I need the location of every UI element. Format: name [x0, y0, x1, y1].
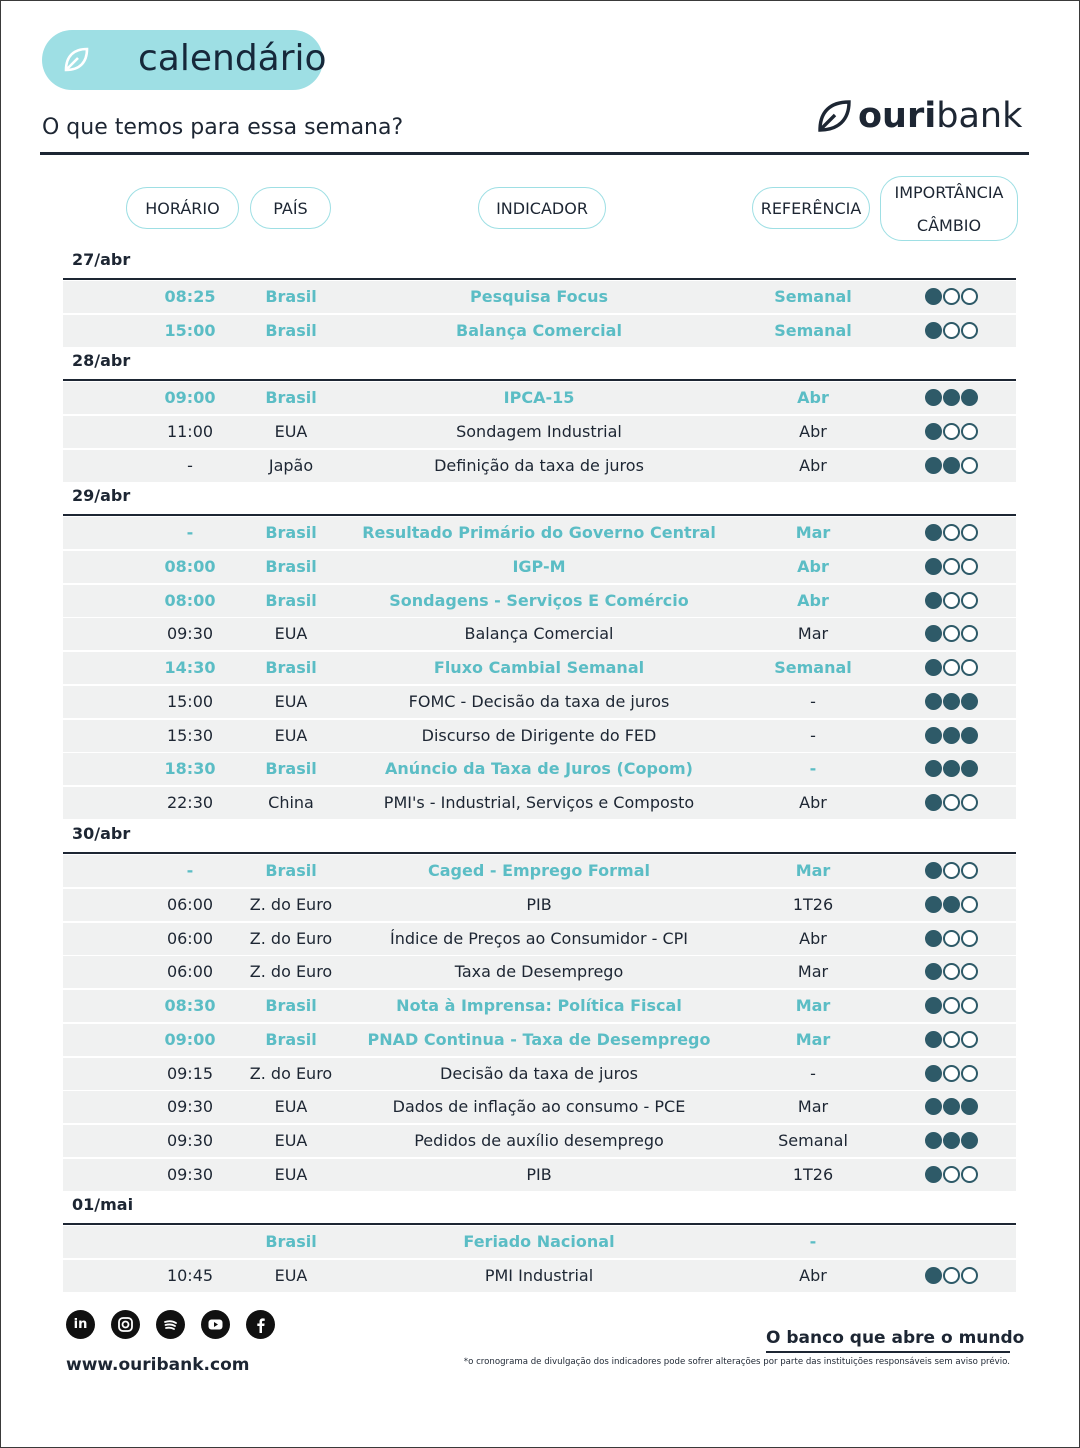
importance-rating	[925, 1031, 978, 1048]
importance-rating	[925, 963, 978, 980]
importance-dot-filled	[943, 1132, 960, 1149]
table-row	[63, 1091, 1016, 1123]
brand-name-bold: ouri	[858, 96, 937, 136]
time-cell: 06:00	[166, 894, 214, 914]
day-label: 28/abr	[72, 351, 131, 370]
time-cell: 09:30	[166, 624, 214, 644]
importance-dot-empty	[943, 423, 960, 440]
importance-dot-filled	[961, 727, 978, 744]
importance-dot-filled	[961, 1098, 978, 1115]
importance-dot-filled	[943, 760, 960, 777]
importance-dot-filled	[925, 322, 942, 339]
importance-dot-filled	[925, 1098, 942, 1115]
importance-dot-filled	[943, 896, 960, 913]
reference-cell: Abr	[797, 388, 829, 407]
importance-rating	[925, 1065, 978, 1082]
indicator-cell: Anúncio da Taxa de Juros (Copom)	[385, 759, 693, 779]
importance-rating	[925, 389, 978, 406]
day-divider	[63, 379, 1016, 381]
time-cell: 06:00	[166, 962, 214, 982]
importance-dot-filled	[925, 625, 942, 642]
importance-rating	[925, 1267, 978, 1284]
importance-dot-filled	[925, 457, 942, 474]
reference-cell: -	[810, 1063, 816, 1083]
importance-dot-filled	[925, 1166, 942, 1183]
importance-dot-empty	[961, 1267, 978, 1284]
importance-dot-filled	[925, 760, 942, 777]
importance-rating	[925, 625, 978, 642]
importance-dot-filled	[961, 1132, 978, 1149]
importance-rating	[925, 693, 978, 710]
reference-cell: Semanal	[774, 320, 852, 340]
indicator-cell: Caged - Emprego Formal	[427, 861, 650, 880]
country-cell: Japão	[268, 455, 314, 475]
importance-rating	[925, 997, 978, 1014]
indicator-cell: PMI Industrial	[484, 1265, 594, 1285]
title-pill	[42, 30, 327, 90]
indicator-cell: Feriado Nacional	[463, 1232, 615, 1251]
country-cell: EUA	[274, 1164, 308, 1184]
table-row	[63, 1058, 1016, 1090]
importance-rating	[925, 1098, 978, 1115]
reference-cell: Semanal	[774, 658, 852, 677]
importance-dot-empty	[943, 963, 960, 980]
importance-dot-empty	[943, 862, 960, 879]
website-link[interactable]: www.ouribank.com	[66, 1355, 250, 1375]
day-divider	[63, 514, 1016, 516]
importance-rating	[925, 659, 978, 676]
reference-cell: Mar	[797, 962, 829, 982]
reference-cell: Abr	[799, 1265, 827, 1285]
table-row	[63, 315, 1016, 347]
time-cell: 06:00	[166, 928, 214, 948]
importance-rating	[925, 760, 978, 777]
importance-dot-empty	[961, 322, 978, 339]
table-row	[63, 1159, 1016, 1191]
importance-rating	[925, 896, 978, 913]
instagram-icon[interactable]	[111, 1310, 140, 1339]
facebook-icon[interactable]	[246, 1310, 275, 1339]
importance-rating	[925, 862, 978, 879]
table-row	[63, 281, 1016, 313]
time-cell	[140, 1226, 240, 1258]
time-cell: 10:45	[166, 1265, 214, 1285]
country-cell: Z. do Euro	[249, 962, 333, 982]
indicator-cell: IGP-M	[512, 556, 566, 576]
indicator-cell: Pedidos de auxílio desemprego	[414, 1131, 664, 1150]
importance-dot-filled	[925, 524, 942, 541]
importance-dot-filled	[925, 896, 942, 913]
day-divider	[63, 278, 1016, 280]
social-links	[66, 1310, 275, 1339]
table-row	[63, 1226, 1016, 1258]
importance-rating	[925, 1132, 978, 1149]
importance-dot-filled	[925, 1031, 942, 1048]
brand-logo	[816, 96, 1022, 136]
importance-dot-filled	[925, 592, 942, 609]
importance-dot-empty	[961, 659, 978, 676]
country-cell: Brasil	[265, 523, 317, 542]
importance-rating	[925, 322, 978, 339]
reference-cell: Mar	[797, 624, 829, 644]
country-cell: Brasil	[265, 590, 317, 610]
importance-dot-filled	[925, 963, 942, 980]
reference-cell: Abr	[797, 590, 829, 610]
importance-dot-empty	[961, 1065, 978, 1082]
country-cell: EUA	[274, 1097, 308, 1117]
indicator-cell: Fluxo Cambial Semanal	[433, 658, 645, 677]
linkedin-icon[interactable]: in	[66, 1310, 95, 1339]
reference-cell: 1T26	[792, 1164, 834, 1184]
importance-rating	[925, 592, 978, 609]
importance-dot-filled	[925, 862, 942, 879]
table-row	[63, 720, 1016, 752]
country-cell: Brasil	[265, 287, 317, 306]
importance-dot-filled	[925, 1065, 942, 1082]
importance-dot-empty	[961, 524, 978, 541]
indicator-cell: Resultado Primário do Governo Central	[362, 523, 716, 542]
importance-rating	[925, 794, 978, 811]
time-cell: 08:00	[164, 590, 216, 610]
table-row	[63, 618, 1016, 650]
country-cell: Brasil	[265, 320, 317, 340]
importance-dot-empty	[943, 930, 960, 947]
time-cell: 15:00	[166, 691, 214, 711]
importance-dot-empty	[943, 592, 960, 609]
importance-dot-empty	[943, 1031, 960, 1048]
indicator-cell: Sondagem Industrial	[456, 421, 622, 441]
reference-cell: Abr	[799, 421, 827, 441]
table-row	[63, 956, 1016, 988]
table-row	[63, 652, 1016, 684]
importance-dot-filled	[943, 457, 960, 474]
indicator-cell: FOMC - Decisão da taxa de juros	[408, 691, 670, 711]
table-row	[63, 1260, 1016, 1292]
importance-dot-empty	[943, 1166, 960, 1183]
disclaimer: *o cronograma de divulgação dos indicadores pode sofrer alterações por parte das instituições responsáveis sem aviso prévio.	[463, 1357, 1010, 1367]
country-cell: EUA	[274, 725, 308, 745]
indicator-cell: Taxa de Desemprego	[454, 962, 624, 982]
importance-label-line2: CÂMBIO	[916, 215, 982, 235]
reference-cell: -	[809, 759, 817, 779]
table-row	[63, 585, 1016, 617]
importance-dot-empty	[943, 1267, 960, 1284]
importance-dot-empty	[943, 558, 960, 575]
leaf-icon	[60, 44, 92, 76]
slogan-divider	[766, 1351, 1010, 1353]
reference-cell: Semanal	[778, 1131, 848, 1150]
reference-cell: -	[810, 691, 816, 711]
importance-dot-empty	[961, 592, 978, 609]
importance-dot-empty	[943, 288, 960, 305]
importance-dot-empty	[943, 659, 960, 676]
reference-cell: Mar	[797, 1097, 829, 1117]
brand-leaf-icon	[816, 97, 854, 135]
indicator-cell: Sondagens - Serviços E Comércio	[389, 590, 689, 610]
importance-dot-empty	[943, 1065, 960, 1082]
importance-dot-filled	[925, 794, 942, 811]
country-cell: Brasil	[265, 388, 317, 407]
importance-dot-filled	[925, 997, 942, 1014]
importance-dot-filled	[925, 288, 942, 305]
time-cell: 09:00	[164, 1029, 216, 1049]
country-cell: EUA	[274, 421, 308, 441]
time-cell: 14:30	[164, 658, 216, 677]
time-cell: 08:00	[164, 556, 216, 576]
time-cell: 09:30	[166, 1097, 214, 1117]
importance-dot-filled	[925, 930, 942, 947]
importance-dot-filled	[943, 727, 960, 744]
time-cell: -	[187, 455, 193, 475]
country-cell: EUA	[274, 624, 308, 644]
time-cell: 09:30	[166, 1131, 214, 1150]
table-row	[63, 990, 1016, 1022]
indicator-cell: Índice de Preços ao Consumidor - CPI	[389, 928, 688, 948]
country-cell: Brasil	[265, 658, 317, 677]
table-row	[63, 382, 1016, 414]
importance-dot-empty	[961, 930, 978, 947]
importance-dot-filled	[925, 727, 942, 744]
reference-cell: Abr	[799, 928, 827, 948]
reference-cell: Mar	[795, 1029, 831, 1049]
importance-dot-empty	[943, 322, 960, 339]
country-cell: Z. do Euro	[249, 1063, 333, 1083]
indicator-cell: Discurso de Dirigente do FED	[421, 725, 657, 745]
column-header-importance	[880, 176, 1018, 241]
time-cell: -	[186, 523, 194, 542]
column-header-reference: REFERÊNCIA	[752, 187, 870, 229]
importance-rating	[925, 558, 978, 575]
table-row	[63, 753, 1016, 785]
time-cell: 09:00	[164, 388, 216, 407]
indicator-cell: Balança Comercial	[456, 320, 622, 340]
importance-dot-empty	[961, 423, 978, 440]
importance-dot-filled	[925, 659, 942, 676]
reference-cell: 1T26	[792, 894, 834, 914]
importance-dot-empty	[961, 457, 978, 474]
table-row	[63, 923, 1016, 955]
reference-cell: -	[809, 1232, 817, 1251]
importance-rating	[925, 524, 978, 541]
importance-dot-filled	[925, 1132, 942, 1149]
reference-cell: Abr	[799, 793, 827, 812]
time-cell: 22:30	[166, 793, 214, 812]
importance-dot-filled	[925, 389, 942, 406]
table-row	[63, 1024, 1016, 1056]
importance-rating	[925, 457, 978, 474]
country-cell: EUA	[274, 691, 308, 711]
indicator-cell: Dados de inflação ao consumo - PCE	[392, 1097, 686, 1117]
importance-dot-empty	[961, 997, 978, 1014]
column-header-indicator: INDICADOR	[478, 187, 606, 229]
time-cell: -	[186, 861, 194, 880]
table-row	[63, 686, 1016, 718]
importance-dot-filled	[925, 423, 942, 440]
country-cell: Brasil	[265, 996, 317, 1015]
importance-dot-empty	[943, 794, 960, 811]
importance-dot-empty	[943, 524, 960, 541]
table-row	[63, 416, 1016, 448]
importance-dot-filled	[961, 693, 978, 710]
day-divider	[63, 1223, 1016, 1225]
country-cell: EUA	[274, 1131, 308, 1150]
country-cell: Z. do Euro	[249, 928, 333, 948]
day-label: 01/mai	[72, 1195, 134, 1214]
reference-cell: Abr	[799, 455, 827, 475]
table-row	[63, 1125, 1016, 1157]
importance-dot-empty	[961, 896, 978, 913]
importance-dot-filled	[961, 389, 978, 406]
importance-dot-filled	[961, 760, 978, 777]
importance-dot-empty	[943, 997, 960, 1014]
indicator-cell: Balança Comercial	[464, 624, 614, 644]
day-divider	[63, 852, 1016, 854]
importance-dot-empty	[961, 963, 978, 980]
reference-cell: Abr	[797, 556, 829, 576]
importance-dot-empty	[961, 794, 978, 811]
time-cell: 11:00	[166, 421, 214, 441]
country-cell: Brasil	[265, 759, 317, 779]
importance-dot-empty	[961, 288, 978, 305]
country-cell: Brasil	[265, 1029, 317, 1049]
importance-dot-empty	[961, 625, 978, 642]
importance-dot-filled	[925, 1267, 942, 1284]
importance-label-line1: IMPORTÂNCIA	[894, 182, 1004, 202]
importance-dot-filled	[943, 389, 960, 406]
indicator-cell: PIB	[526, 894, 552, 914]
importance-dot-filled	[943, 693, 960, 710]
country-cell: EUA	[274, 1265, 308, 1285]
reference-cell: Mar	[795, 996, 831, 1015]
time-cell: 09:15	[166, 1063, 214, 1083]
time-cell: 09:30	[166, 1164, 214, 1184]
table-row	[63, 787, 1016, 819]
table-row	[63, 450, 1016, 482]
time-cell: 08:25	[164, 287, 216, 306]
time-cell: 18:30	[164, 759, 216, 779]
indicator-cell: IPCA-15	[503, 388, 575, 407]
slogan: O banco que abre o mundo	[766, 1328, 1025, 1348]
importance-rating	[925, 423, 978, 440]
country-cell: Brasil	[265, 556, 317, 576]
reference-cell: Mar	[795, 523, 831, 542]
reference-cell: Semanal	[774, 287, 852, 306]
importance-dot-filled	[925, 693, 942, 710]
importance-dot-filled	[943, 1098, 960, 1115]
day-label: 29/abr	[72, 486, 131, 505]
reference-cell: Mar	[795, 861, 831, 880]
indicator-cell: PNAD Continua - Taxa de Desemprego	[367, 1029, 711, 1049]
country-cell: Z. do Euro	[249, 894, 333, 914]
table-row	[63, 517, 1016, 549]
importance-dot-empty	[961, 862, 978, 879]
time-cell: 15:30	[166, 725, 214, 745]
table-row	[63, 551, 1016, 583]
time-cell: 08:30	[164, 996, 216, 1015]
importance-dot-filled	[925, 558, 942, 575]
indicator-cell: Pesquisa Focus	[470, 287, 608, 306]
brand-name-light: bank	[936, 96, 1023, 136]
importance-dot-empty	[943, 625, 960, 642]
indicator-cell: Definição da taxa de juros	[434, 455, 644, 475]
youtube-icon[interactable]	[201, 1310, 230, 1339]
country-cell: China	[268, 793, 314, 812]
indicator-cell: Decisão da taxa de juros	[440, 1063, 638, 1083]
day-label: 30/abr	[72, 824, 131, 843]
column-header-time: HORÁRIO	[126, 187, 239, 229]
indicator-cell: PIB	[526, 1164, 552, 1184]
country-cell: Brasil	[265, 1232, 317, 1251]
page-title: calendário	[138, 38, 327, 79]
importance-rating	[925, 727, 978, 744]
importance-dot-empty	[961, 1166, 978, 1183]
spotify-icon[interactable]	[156, 1310, 185, 1339]
column-header-country: PAÍS	[250, 187, 331, 229]
importance-rating	[925, 930, 978, 947]
importance-rating	[925, 288, 978, 305]
table-row	[63, 889, 1016, 921]
indicator-cell: Nota à Imprensa: Política Fiscal	[396, 996, 682, 1015]
table-row	[63, 855, 1016, 887]
reference-cell: -	[810, 725, 816, 745]
indicator-cell: PMI's - Industrial, Serviços e Composto	[383, 793, 695, 812]
country-cell: Brasil	[265, 861, 317, 880]
importance-dot-empty	[961, 558, 978, 575]
header-divider	[40, 152, 1029, 155]
day-label: 27/abr	[72, 250, 131, 269]
page-subtitle: O que temos para essa semana?	[42, 115, 404, 140]
importance-dot-empty	[961, 1031, 978, 1048]
importance-rating	[925, 1166, 978, 1183]
time-cell: 15:00	[164, 320, 216, 340]
